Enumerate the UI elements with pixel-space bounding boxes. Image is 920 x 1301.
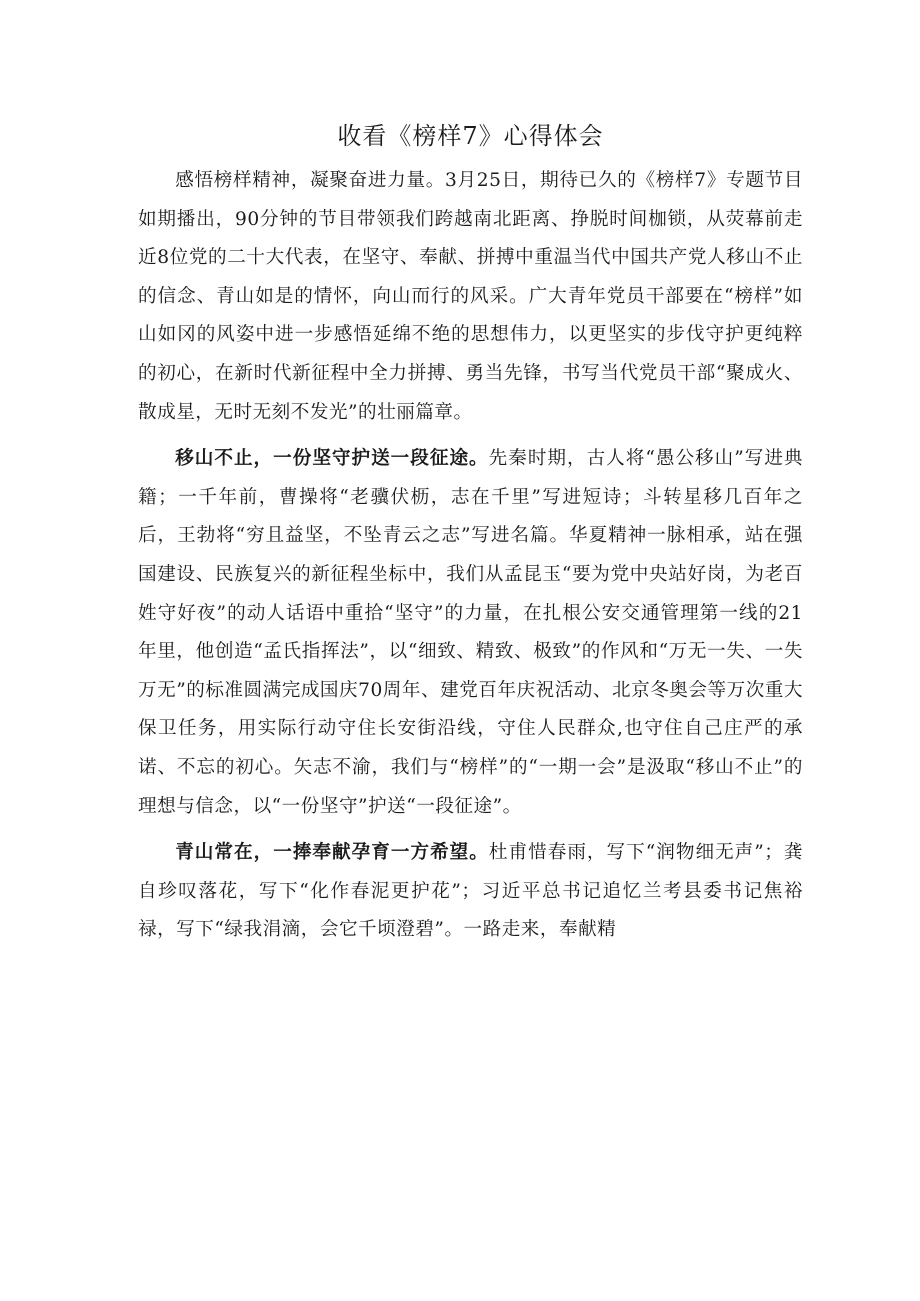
paragraph-section-1 — [138, 440, 803, 826]
paragraph-section-2 — [138, 834, 803, 950]
paragraph-intro — [138, 162, 803, 432]
paragraph-intro-text: 感悟榜样精神，凝聚奋进力量。3月25日，期待已久的《榜样7》专题节目如期播出，90分钟的节目带领我们跨越南北距离、挣脱时间枷锁，从荧幕前走近8位党的二十大代表，在坚守、奉献、拼搏中重温当代中国共产党人移山不止的信念、青山如是的情怀，向山而行的风采。广大青年党员干部要在“榜样”如山如冈的风姿中进一步感悟延绵不绝的思想伟力，以更坚实的步伐守护更纯粹的初心，在新时代新征程中全力拼搏、勇当先锋，书写当代党员干部“聚成火、散成星，无时无刻不发光”的壮丽篇章。 — [138, 170, 803, 423]
document-page — [138, 112, 803, 950]
section-1-heading: 移山不止，一份坚守护送一段征途。 — [175, 448, 489, 470]
section-2-heading: 青山常在，一捧奉献孕育一方希望。 — [175, 842, 489, 864]
section-1-text: 先秦时期，古人将“愚公移山”写进典籍；一千年前，曹操将“老骥伏枥，志在千里”写进短诗；斗转星移几百年之后，王勃将“穷且益坚，不坠青云之志”写进名篇。华夏精神一脉相承，站在强国建设、民族复兴的新征程坐标中，我们从孟昆玉“要为党中央站好岗，为老百姓守好夜”的动人话语中重拾“坚守”的力量，在扎根公安交通管理第一线的21年里，他创造“孟氏指挥法”，以“细致、精致、极致”的作风和“万无一失、一失万无”的标准圆满完成国庆70周年、建党百年庆祝活动、北京冬奥会等万次重大保卫任务，用实际行动守住长安街沿线，守住人民群众,也守住自己庄严的承诺、不忘的初心。矢志不渝，我们与“榜样”的“一期一会”是汲取“移山不止”的理想与信念，以“一份坚守”护送“一段征途”。 — [138, 448, 803, 817]
document-title: 收看《榜样7》心得体会 — [337, 122, 604, 150]
section-2-text: 杜甫惜春雨，写下“润物细无声”；龚自珍叹落花，写下“化作春泥更护花”；习近平总书记追忆兰考县委书记焦裕禄，写下“绿我涓滴，会它千顷澄碧”。一路走来，奉献精 — [138, 842, 803, 941]
